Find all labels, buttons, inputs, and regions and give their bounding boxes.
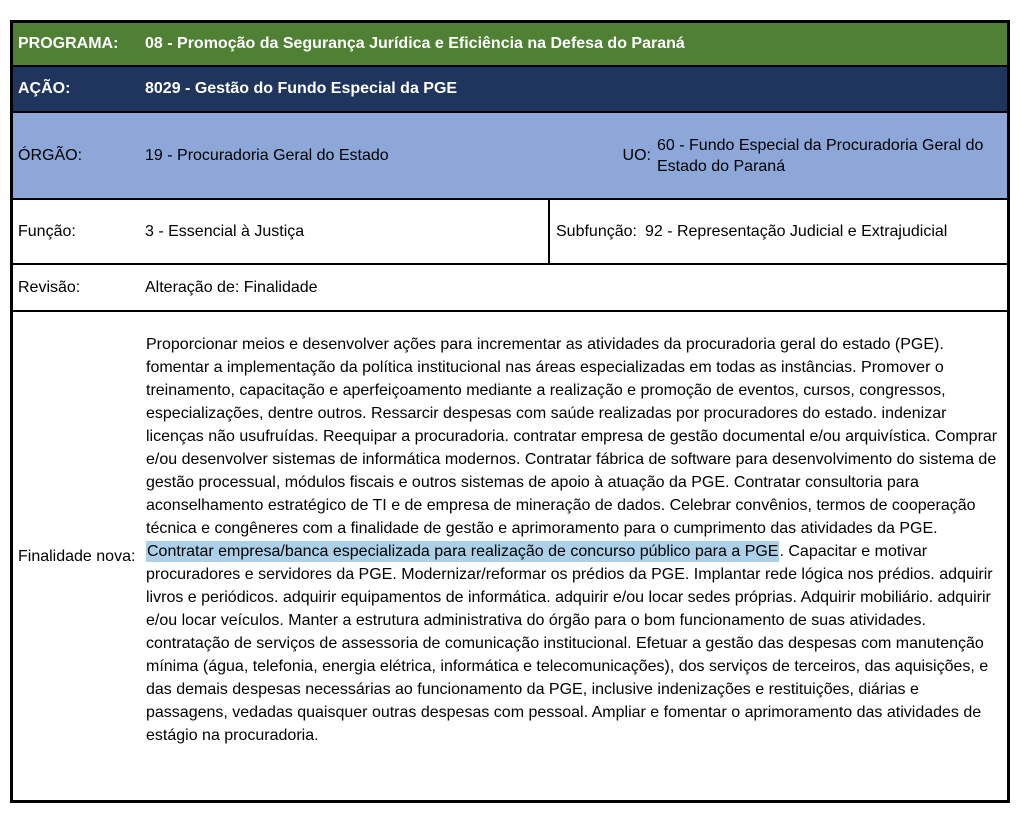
orgao-label: ÓRGÃO:	[18, 146, 83, 164]
uo-label: UO:	[622, 146, 651, 164]
finalidade-label: Finalidade nova:	[18, 547, 136, 565]
subfuncao-cell	[550, 200, 1007, 263]
funcao-value: 3 - Essencial à Justiça	[145, 222, 305, 240]
orgao-value: 19 - Procuradoria Geral do Estado	[145, 146, 389, 164]
revisao-label: Revisão:	[18, 278, 81, 296]
acao-row	[13, 65, 1007, 111]
orgao-row	[13, 111, 1007, 198]
funcao-label: Função:	[18, 222, 76, 240]
subfuncao-label: Subfunção:	[556, 222, 637, 240]
finalidade-row	[13, 310, 1007, 800]
program-action-table	[10, 20, 1010, 803]
subfuncao-value: 92 - Representação Judicial e Extrajudicial	[644, 223, 948, 240]
uo-value: 60 - Fundo Especial da Procuradoria Geral do Estado do Paraná	[657, 136, 984, 175]
funcao-cell	[13, 200, 550, 263]
finalidade-text-before-highlight: Proporcionar meios e desenvolver ações para incrementar as atividades da procuradoria geral do estado (PGE). fomentar a implementação da política institucional nas áreas especializadas em todas as instâncias. Promover o treinamento, capacitação e aperfeiçoamento mediante a realização e promoção de eventos, cursos, congressos, especializações, dentre outros. Ressarcir despesas com saúde realizadas por procuradores do estado. indenizar licenças não usufruídas. Reequipar a procuradoria. contratar empresa de gestão documental e/ou arquivística. Comprar e/ou desenvolver sistemas de informática modernos. Contratar fábrica de software para desenvolvimento do sistema de gestão processual, módulos fiscais e outros sistemas de apoio à atuação da PGE. Contratar consultoria para aconselhamento estratégico de TI e de empresa de mineração de dados. Celebrar convênios, termos de cooperação técnica e congêneres com a finalidade de gestão e aprimoramento para o cumprimento das atividades da PGE.	[146, 336, 998, 537]
finalidade-text-highlighted: Contratar empresa/banca especializada para realização de concurso público para a PGE	[147, 543, 779, 560]
acao-label: AÇÃO:	[18, 80, 71, 97]
programa-label: PROGRAMA:	[18, 35, 119, 52]
acao-value: 8029 - Gestão do Fundo Especial da PGE	[145, 80, 458, 97]
funcao-subfuncao-row	[13, 198, 1007, 263]
revisao-value: Alteração de: Finalidade	[145, 278, 318, 296]
revisao-row	[13, 263, 1007, 310]
finalidade-text-after-highlight: . Capacitar e motivar procuradores e servidores da PGE. Modernizar/reformar os prédios da PGE. Implantar rede lógica nos prédios. adquirir livros e periódicos. adquirir equipamentos de informática. adquirir e/ou locar sedes próprias. Adquirir mobiliário. adquirir e/ou locar veículos. Manter a estrutura administrativa do órgão para o bom funcionamento de suas atividades. contratação de serviços de assessoria de comunicação institucional. Efetuar a gestão das despesas com manutenção mínima (água, telefonia, energia elétrica, informática e telecomunicações), dos serviços de terceiros, das aquisições, e das demais despesas necessárias ao funcionamento da PGE, inclusive indenizações e restituições, diárias e passagens, vedadas quaisquer outras despesas com pessoal. Ampliar e fomentar o aprimoramento das atividades de estágio na procuradoria.	[146, 543, 993, 744]
programa-value: 08 - Promoção da Segurança Jurídica e Eficiência na Defesa do Paraná	[145, 35, 685, 52]
programa-row	[13, 23, 1007, 65]
finalidade-text	[145, 312, 1007, 800]
